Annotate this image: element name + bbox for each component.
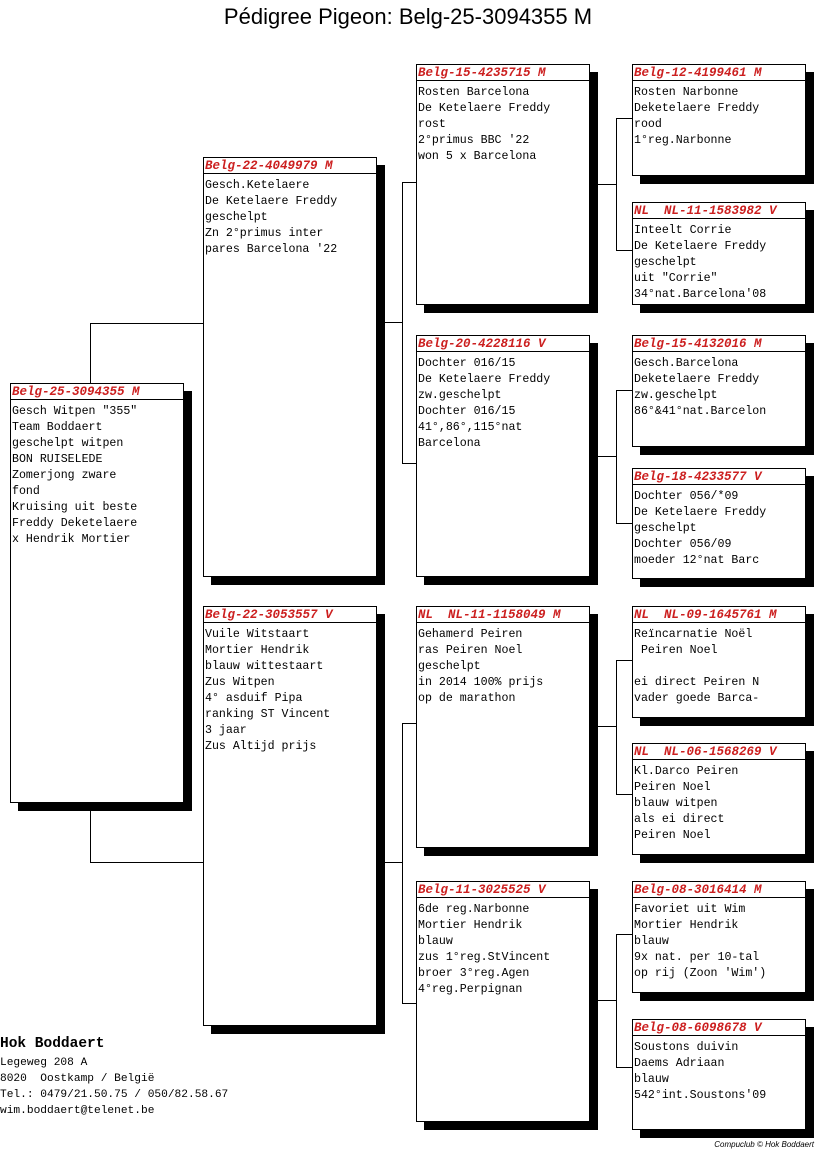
detail-line: Deketelaere Freddy bbox=[634, 102, 760, 115]
pigeon-details bbox=[633, 760, 805, 844]
owner-info bbox=[0, 1036, 228, 1119]
detail-line: ras Peiren Noel bbox=[418, 644, 523, 657]
detail-line: 41°,86°,115°nat bbox=[418, 421, 523, 434]
connector bbox=[402, 463, 417, 464]
detail-line: won 5 x Barcelona bbox=[418, 150, 537, 163]
pigeon-details bbox=[417, 352, 589, 452]
detail-line: Gesch.Ketelaere bbox=[205, 179, 310, 192]
detail-line bbox=[633, 659, 805, 675]
detail-line: 2°primus BBC '22 bbox=[418, 134, 530, 147]
ring-number: Belg-22-4049979 M bbox=[204, 158, 376, 174]
detail-line: De Ketelaere Freddy bbox=[634, 240, 767, 253]
connector bbox=[616, 118, 617, 251]
pigeon-card-mother bbox=[203, 606, 377, 1026]
detail-line: als ei direct bbox=[634, 813, 725, 826]
detail-line: zw.geschelpt bbox=[634, 389, 718, 402]
pigeon-details bbox=[633, 623, 805, 707]
detail-line: rost bbox=[418, 118, 446, 131]
detail-line: 86°&41°nat.Barcelon bbox=[634, 405, 767, 418]
pigeon-card-paternal-grandfather bbox=[416, 64, 590, 305]
connector bbox=[402, 723, 417, 724]
connector bbox=[616, 660, 617, 795]
detail-line: Gesch.Barcelona bbox=[634, 357, 739, 370]
detail-line: Mortier Hendrik bbox=[418, 919, 523, 932]
detail-line: Freddy Deketelaere bbox=[12, 517, 138, 530]
pigeon-card-ggp-6 bbox=[632, 743, 806, 855]
detail-line: in 2014 100% prijs bbox=[418, 676, 544, 689]
detail-line: Kl.Darco Peiren bbox=[634, 765, 739, 778]
connector bbox=[616, 1067, 633, 1068]
ring-number: NL NL-11-1583982 V bbox=[633, 203, 805, 219]
owner-line: 8020 Oostkamp / België bbox=[0, 1073, 155, 1085]
detail-line: Dochter 016/15 bbox=[418, 405, 516, 418]
detail-line: moeder 12°nat Barc bbox=[634, 554, 760, 567]
pigeon-details bbox=[204, 174, 376, 258]
detail-line: 1°reg.Narbonne bbox=[634, 134, 732, 147]
owner-line: Legeweg 208 A bbox=[0, 1057, 88, 1069]
pigeon-card-ggp-8 bbox=[632, 1019, 806, 1130]
detail-line: Peiren Noel bbox=[634, 781, 711, 794]
detail-line: blauw wittestaart bbox=[205, 660, 324, 673]
detail-line: Zus Altijd prijs bbox=[205, 740, 317, 753]
ring-number: Belg-12-4199461 M bbox=[633, 65, 805, 81]
detail-line: De Ketelaere Freddy bbox=[418, 373, 551, 386]
owner-email: wim.boddaert@telenet.be bbox=[0, 1105, 155, 1117]
detail-line: ei direct Peiren N bbox=[634, 676, 760, 689]
detail-line: Zn 2°primus inter bbox=[205, 227, 324, 240]
detail-line: 6de reg.Narbonne bbox=[418, 903, 530, 916]
ring-number: Belg-08-6098678 V bbox=[633, 1020, 805, 1036]
detail-line: Reïncarnatie Noël bbox=[634, 628, 753, 641]
connector bbox=[598, 726, 616, 727]
detail-line: Kruising uit beste bbox=[12, 501, 138, 514]
connector bbox=[616, 934, 633, 935]
detail-line: 9x nat. per 10-tal bbox=[634, 951, 760, 964]
detail-line: Gehamerd Peiren bbox=[418, 628, 523, 641]
connector bbox=[616, 523, 633, 524]
connector bbox=[616, 390, 617, 524]
detail-line: Team Boddaert bbox=[12, 421, 103, 434]
detail-line: op de marathon bbox=[418, 692, 516, 705]
detail-line: Favoriet uit Wim bbox=[634, 903, 746, 916]
detail-line: Dochter 056/09 bbox=[634, 538, 732, 551]
connector bbox=[616, 794, 633, 795]
detail-line: 34°nat.Barcelona'08 bbox=[634, 288, 767, 301]
connector bbox=[616, 118, 633, 119]
detail-line: Zomerjong zware bbox=[12, 469, 117, 482]
pigeon-details bbox=[204, 623, 376, 755]
ring-number: Belg-15-4235715 M bbox=[417, 65, 589, 81]
credit: Compuclub © Hok Boddaert bbox=[714, 1140, 814, 1149]
ring-number: NL NL-11-1158049 M bbox=[417, 607, 589, 623]
detail-line: 4°reg.Perpignan bbox=[418, 983, 523, 996]
detail-line: geschelpt bbox=[205, 211, 268, 224]
pigeon-card-ggp-7 bbox=[632, 881, 806, 993]
detail-line: De Ketelaere Freddy bbox=[634, 506, 767, 519]
pigeon-details bbox=[417, 623, 589, 707]
pigeon-details bbox=[11, 400, 183, 548]
connector bbox=[90, 323, 91, 383]
connector bbox=[598, 184, 616, 185]
connector bbox=[90, 803, 91, 863]
detail-line: Mortier Hendrik bbox=[634, 919, 739, 932]
detail-line: blauw bbox=[634, 935, 669, 948]
connector bbox=[616, 390, 633, 391]
detail-line: Mortier Hendrik bbox=[205, 644, 310, 657]
detail-line: geschelpt bbox=[634, 256, 697, 269]
pigeon-details bbox=[417, 898, 589, 998]
detail-line: Inteelt Corrie bbox=[634, 224, 732, 237]
detail-line: Rosten Barcelona bbox=[418, 86, 530, 99]
detail-line: ranking ST Vincent bbox=[205, 708, 331, 721]
connector bbox=[90, 862, 204, 863]
owner-name: Hok Boddaert bbox=[0, 1036, 105, 1052]
ring-number: Belg-25-3094355 M bbox=[11, 384, 183, 400]
connector bbox=[616, 250, 633, 251]
detail-line: blauw bbox=[634, 1073, 669, 1086]
pigeon-card-ggp-3 bbox=[632, 335, 806, 447]
detail-line: op rij (Zoon 'Wim') bbox=[634, 967, 767, 980]
detail-line: zus 1°reg.StVincent bbox=[418, 951, 551, 964]
pigeon-details bbox=[633, 352, 805, 420]
pigeon-card-subject bbox=[10, 383, 184, 803]
pigeon-details bbox=[633, 1036, 805, 1104]
connector bbox=[402, 182, 403, 464]
pigeon-details bbox=[633, 485, 805, 569]
detail-line: rood bbox=[634, 118, 662, 131]
detail-line: BON RUISELEDE bbox=[12, 453, 103, 466]
detail-line: blauw witpen bbox=[634, 797, 718, 810]
detail-line: broer 3°reg.Agen bbox=[418, 967, 530, 980]
detail-line: zw.geschelpt bbox=[418, 389, 502, 402]
ring-number: Belg-11-3025525 V bbox=[417, 882, 589, 898]
detail-line: Rosten Narbonne bbox=[634, 86, 739, 99]
connector bbox=[616, 934, 617, 1068]
detail-line: uit "Corrie" bbox=[634, 272, 718, 285]
ring-number: NL NL-09-1645761 M bbox=[633, 607, 805, 623]
detail-line: Barcelona bbox=[418, 437, 481, 450]
page-title: Pédigree Pigeon: Belg-25-3094355 M bbox=[223, 4, 593, 29]
detail-line: 542°int.Soustons'09 bbox=[634, 1089, 767, 1102]
ring-number: Belg-18-4233577 V bbox=[633, 469, 805, 485]
connector bbox=[598, 456, 616, 457]
connector bbox=[384, 322, 402, 323]
connector bbox=[616, 660, 633, 661]
detail-line: Soustons duivin bbox=[634, 1041, 739, 1054]
detail-line: De Ketelaere Freddy bbox=[418, 102, 551, 115]
pigeon-details bbox=[633, 81, 805, 149]
detail-line: Zus Witpen bbox=[205, 676, 275, 689]
pigeon-details bbox=[417, 81, 589, 165]
connector bbox=[402, 1003, 417, 1004]
owner-line: Tel.: 0479/21.50.75 / 050/82.58.67 bbox=[0, 1089, 229, 1101]
detail-line: blauw bbox=[418, 935, 453, 948]
pigeon-details bbox=[633, 898, 805, 982]
ring-number: Belg-22-3053557 V bbox=[204, 607, 376, 623]
ring-number: Belg-20-4228116 V bbox=[417, 336, 589, 352]
detail-line: Daems Adriaan bbox=[634, 1057, 725, 1070]
pigeon-card-ggp-5 bbox=[632, 606, 806, 718]
detail-line: Gesch Witpen "355" bbox=[12, 405, 138, 418]
connector bbox=[90, 323, 204, 324]
connector bbox=[384, 862, 402, 863]
detail-line: fond bbox=[12, 485, 40, 498]
detail-line: Peiren Noel bbox=[634, 829, 711, 842]
pigeon-details bbox=[633, 219, 805, 303]
detail-line: geschelpt bbox=[418, 660, 481, 673]
ring-number: NL NL-06-1568269 V bbox=[633, 744, 805, 760]
detail-line: pares Barcelona '22 bbox=[205, 243, 338, 256]
detail-line: Vuile Witstaart bbox=[205, 628, 310, 641]
detail-line: x Hendrik Mortier bbox=[12, 533, 131, 546]
detail-line: Dochter 056/*09 bbox=[634, 490, 739, 503]
pigeon-card-maternal-grandmother bbox=[416, 881, 590, 1122]
detail-line: geschelpt bbox=[634, 522, 697, 535]
detail-line: Peiren Noel bbox=[634, 644, 718, 657]
detail-line: Deketelaere Freddy bbox=[634, 373, 760, 386]
detail-line: Dochter 016/15 bbox=[418, 357, 516, 370]
detail-line: vader goede Barca- bbox=[634, 692, 760, 705]
connector bbox=[598, 1000, 616, 1001]
detail-line: 3 jaar bbox=[205, 724, 247, 737]
detail-line: 4° asduif Pipa bbox=[205, 692, 303, 705]
detail-line: geschelpt witpen bbox=[12, 437, 124, 450]
connector bbox=[402, 182, 417, 183]
pigeon-card-ggp-1 bbox=[632, 64, 806, 176]
pigeon-card-father bbox=[203, 157, 377, 577]
detail-line: De Ketelaere Freddy bbox=[205, 195, 338, 208]
connector bbox=[402, 723, 403, 1004]
ring-number: Belg-08-3016414 M bbox=[633, 882, 805, 898]
pigeon-card-paternal-grandmother bbox=[416, 335, 590, 577]
pigeon-card-maternal-grandfather bbox=[416, 606, 590, 848]
pigeon-card-ggp-4 bbox=[632, 468, 806, 579]
pigeon-card-ggp-2 bbox=[632, 202, 806, 305]
ring-number: Belg-15-4132016 M bbox=[633, 336, 805, 352]
